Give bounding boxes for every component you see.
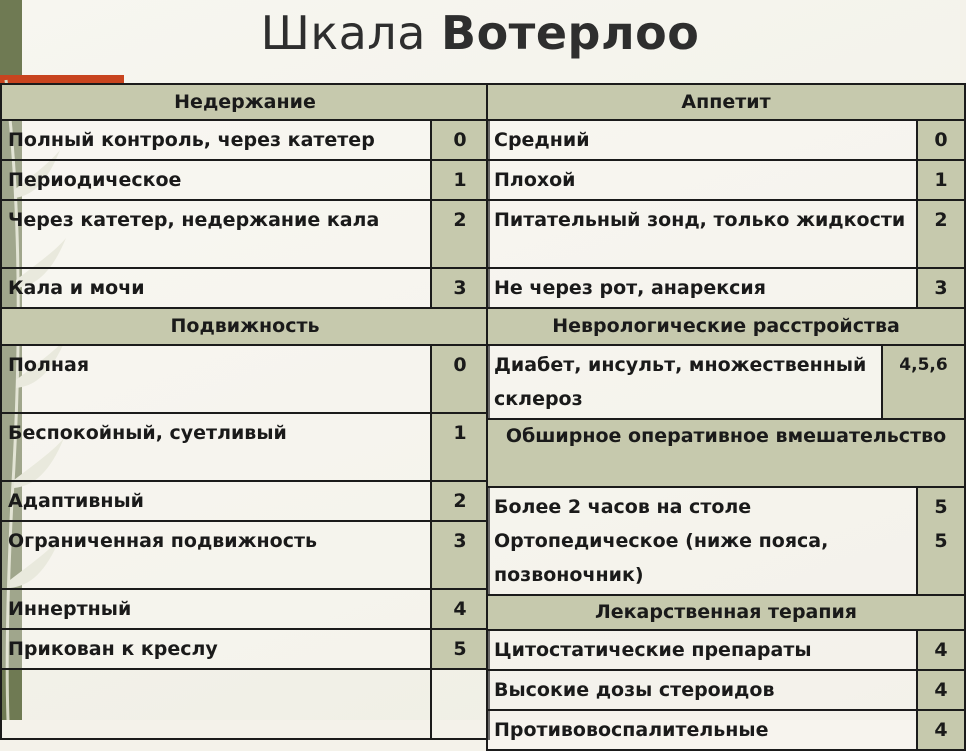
table-cell-score: 3 — [431, 521, 489, 589]
table-cell-label: Противовоспалительные — [487, 710, 917, 750]
table-cell-label — [487, 487, 917, 595]
table-cell-score — [917, 487, 965, 595]
table-cell-label: Не через рот, анарексия — [487, 268, 917, 308]
header-appetite: Аппетит — [487, 84, 965, 120]
table-cell-label: Кала и мочи — [1, 268, 431, 308]
table-cell-label: Периодическое — [1, 160, 431, 200]
table-cell-score: 4 — [917, 670, 965, 710]
table-cell-label: Питательный зонд, только жидкости — [487, 200, 917, 268]
table-cell-label: Высокие дозы стероидов — [487, 670, 917, 710]
table-cell-score: 1 — [917, 160, 965, 200]
table-cell-score: 4 — [917, 710, 965, 750]
table-cell-score: 2 — [431, 200, 489, 268]
table-cell-label: Ограниченная подвижность — [1, 521, 431, 589]
table-cell-score: 1 — [431, 413, 489, 481]
table-cell-score: 3 — [431, 268, 489, 308]
table-cell-label: Через катетер, недержание кала — [1, 200, 431, 268]
table-cell-label: Иннертный — [1, 589, 431, 629]
surgery-score-2: 5 — [934, 530, 948, 552]
header-mobility: Подвижность — [1, 308, 489, 345]
table-cell-score: 5 — [431, 629, 489, 669]
table-cell-label: Цитостатические препараты — [487, 630, 917, 670]
table-cell-score: 2 — [431, 481, 489, 521]
table-cell-score: 1 — [431, 160, 489, 200]
table-cell-score: 2 — [917, 200, 965, 268]
table-cell-label: Адаптивный — [1, 481, 431, 521]
table-cell-score: 0 — [431, 345, 489, 413]
header-incontinence: Недержание — [1, 84, 489, 120]
table-cell-empty — [431, 669, 489, 739]
table-cell-score: 0 — [917, 120, 965, 160]
surgery-score-1: 5 — [934, 496, 948, 518]
table-cell-label: Прикован к креслу — [1, 629, 431, 669]
surgery-line-1: Более 2 часов на столе — [494, 496, 752, 518]
table-cell-label: Средний — [487, 120, 917, 160]
table-cell-label: Полная — [1, 345, 431, 413]
table-cell-score: 4 — [431, 589, 489, 629]
table-cell-label: Диабет, инсульт, множественный склероз — [487, 345, 882, 419]
surgery-line-2: Ортопедическое (ниже пояса, позвоночник) — [494, 530, 829, 586]
left-score-table — [0, 83, 490, 740]
table-cell-empty — [1, 669, 431, 739]
table-cell-score: 0 — [431, 120, 489, 160]
right-score-table — [486, 83, 966, 751]
page-title — [0, 6, 960, 60]
table-cell-label: Плохой — [487, 160, 917, 200]
header-drug-therapy: Лекарственная терапия — [487, 595, 965, 630]
table-cell-label: Полный контроль, через катетер — [1, 120, 431, 160]
header-surgery: Обширное оперативное вмешательство — [487, 419, 965, 487]
table-cell-score: 4 — [917, 630, 965, 670]
title-bold: Вотерлоо — [441, 6, 700, 60]
table-cell-score: 3 — [917, 268, 965, 308]
table-cell-label: Беспокойный, суетливый — [1, 413, 431, 481]
header-neurological: Неврологические расстройства — [487, 308, 965, 345]
table-cell-score: 4,5,6 — [882, 345, 965, 419]
title-regular: Шкала — [260, 6, 426, 60]
